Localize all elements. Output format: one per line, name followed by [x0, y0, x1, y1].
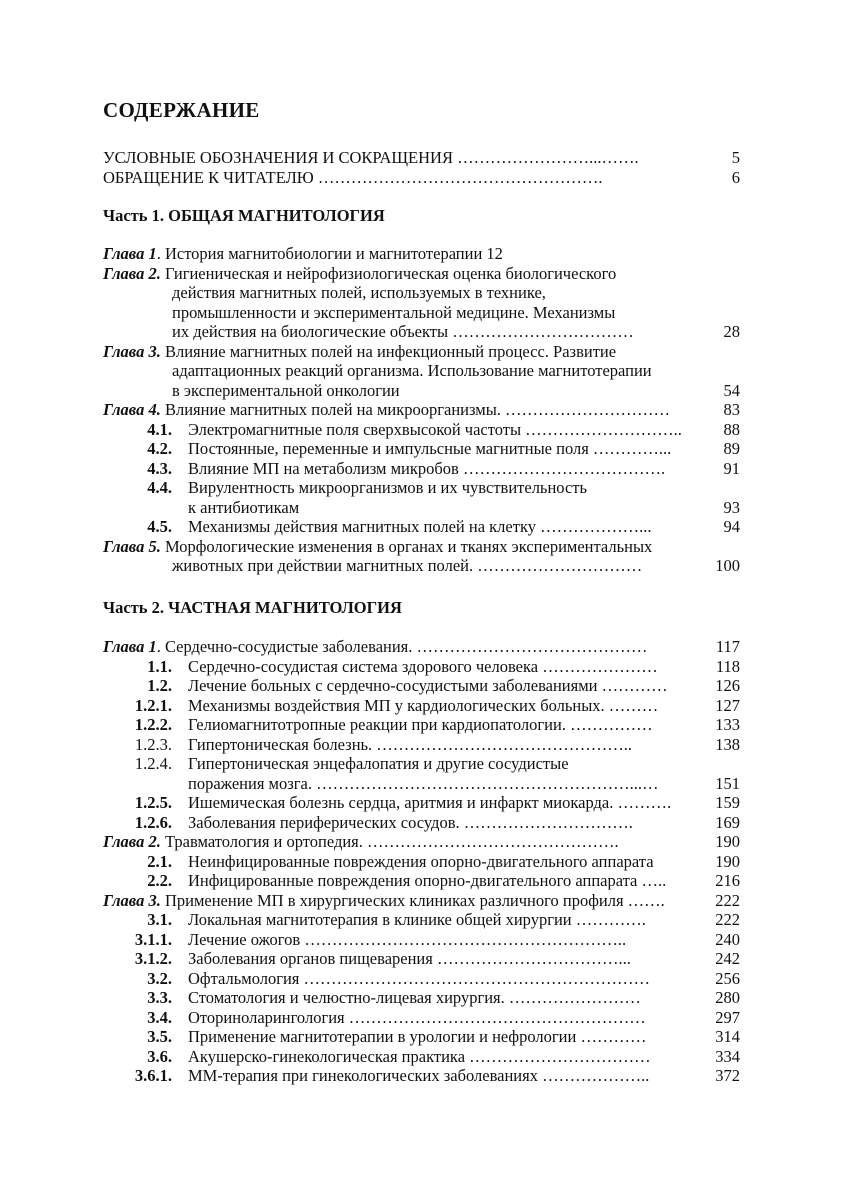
- toc-entry[interactable]: [0, 696, 848, 716]
- entry-title: ММ-терапия при гинекологических заболеваниях ………………..: [188, 1066, 650, 1085]
- page-number: 83: [723, 400, 740, 419]
- toc-entry[interactable]: [0, 1066, 848, 1086]
- toc-entry[interactable]: [0, 498, 848, 518]
- entry-title: Гипертоническая болезнь. ………………………………………..: [188, 734, 633, 754]
- entry-title: УСЛОВНЫЕ ОБОЗНАЧЕНИЯ И СОКРАЩЕНИЯ ……………………...…….: [103, 148, 639, 167]
- entry-title: Гигиеническая и нейрофизиологическая оценка биологического: [160, 263, 617, 283]
- entry-title: животных при действии магнитных полей. …………………………: [172, 556, 643, 575]
- page-title: СОДЕРЖАНИЕ: [103, 98, 260, 122]
- section-number: 1.2.5.: [134, 793, 172, 812]
- toc-entry[interactable]: [0, 381, 848, 401]
- page-number: 242: [715, 949, 740, 968]
- page-number: 222: [715, 890, 740, 910]
- entry-title: Влияние магнитных полей на инфекционный процесс. Развитие: [160, 341, 617, 361]
- entry-title: Вирулентность микроорганизмов и их чувствительность: [188, 478, 587, 497]
- chapter-entry: [103, 637, 648, 657]
- part2-heading: Часть 2. ЧАСТНАЯ МАГНИТОЛОГИЯ: [103, 598, 402, 617]
- chapter-label: Глава 3.: [103, 890, 161, 910]
- page-number: 6: [731, 167, 740, 187]
- section-number: 3.6.1.: [134, 1066, 172, 1085]
- toc-entry[interactable]: [0, 168, 848, 188]
- chapter-entry: [103, 537, 652, 557]
- entry-title: Локальная магнитотерапия в клинике общей хирургии ………….: [188, 910, 646, 929]
- section-number: 1.2.2.: [134, 715, 172, 734]
- toc-entry[interactable]: [0, 676, 848, 696]
- page-number: 88: [723, 419, 740, 439]
- toc-entry[interactable]: [0, 322, 848, 342]
- chapter-label: Глава 4.: [103, 400, 161, 419]
- page-number: 54: [723, 380, 740, 400]
- chapter-label: Глава 5.: [103, 536, 161, 556]
- page-number: 159: [715, 793, 740, 812]
- toc-entry[interactable]: [0, 891, 848, 911]
- page-number: 94: [723, 517, 740, 536]
- entry-title: в экспериментальной онкологии: [172, 380, 400, 400]
- entry-title: ОБРАЩЕНИЕ К ЧИТАТЕЛЮ …………………………………………….: [103, 167, 603, 187]
- toc-entry[interactable]: [0, 988, 848, 1008]
- part1-heading: Часть 1. ОБЩАЯ МАГНИТОЛОГИЯ: [103, 206, 385, 225]
- entry-title: Применение магнитотерапии в урологии и нефрологии …………: [188, 1027, 647, 1046]
- section-number: 2.2.: [147, 871, 172, 890]
- page-number: 118: [715, 656, 740, 676]
- page-number: 334: [715, 1046, 740, 1066]
- page-number: 314: [715, 1027, 740, 1046]
- section-number: 4.5.: [147, 517, 172, 536]
- toc-entry[interactable]: [0, 439, 848, 459]
- toc-entry[interactable]: [0, 459, 848, 479]
- section-number: 1.1.: [147, 656, 172, 676]
- toc-entry[interactable]: [0, 478, 848, 498]
- section-number: 2.1.: [147, 851, 172, 871]
- section-number: 3.2.: [147, 968, 172, 988]
- entry-title: Заболевания периферических сосудов. ………………………….: [188, 812, 633, 832]
- intro-entries: [0, 148, 848, 187]
- page-number: 151: [715, 773, 740, 793]
- entry-title: их действия на биологические объекты ……………………………: [172, 322, 634, 341]
- toc-entry[interactable]: [0, 517, 848, 537]
- section-number: 1.2.4.: [134, 754, 172, 773]
- page-number: 91: [723, 458, 740, 478]
- toc-entry[interactable]: [0, 930, 848, 950]
- entry-title: Влияние МП на метаболизм микробов ……………………………….: [188, 458, 666, 478]
- part2-entries: [0, 637, 848, 1086]
- section-number: 3.1.1.: [134, 929, 172, 949]
- section-number: 3.1.2.: [134, 949, 172, 968]
- entry-title: Лечение больных с сердечно-сосудистыми заболеваниями …………: [188, 676, 668, 695]
- toc-entry[interactable]: [0, 303, 848, 323]
- entry-title: промышленности и экспериментальной медицине. Механизмы: [172, 302, 616, 322]
- toc-entry[interactable]: [0, 813, 848, 833]
- chapter-label: Глава 1: [103, 244, 157, 263]
- section-number: 4.1.: [147, 419, 172, 439]
- section-number: 4.3.: [147, 458, 172, 478]
- entry-title: Постоянные, переменные и импульсные магнитные поля …………...: [188, 439, 672, 458]
- section-number: 4.2.: [147, 439, 172, 458]
- page-number: 100: [715, 556, 740, 575]
- toc-entry[interactable]: [0, 420, 848, 440]
- page-number: 280: [715, 988, 740, 1007]
- entry-title: Неинфицированные повреждения опорно-двигательного аппарата: [188, 851, 654, 871]
- entry-title: действия магнитных полей, используемых в технике,: [172, 283, 546, 302]
- chapter-entry: [103, 891, 665, 911]
- chapter-entry: [103, 342, 616, 362]
- page-number: 138: [715, 734, 740, 754]
- entry-title: . Сердечно-сосудистые заболевания. ……………………………………: [156, 637, 648, 656]
- toc-entry[interactable]: [0, 735, 848, 755]
- page-number: 127: [715, 695, 740, 715]
- entry-title: Электромагнитные поля сверхвысокой частоты ………………………..: [188, 419, 682, 439]
- chapter-label: Глава 3.: [103, 341, 161, 361]
- entry-title: Стоматология и челюстно-лицевая хирургия. ……………………: [188, 988, 641, 1007]
- entry-title: Травматология и ортопедия. ……………………………………….: [160, 832, 619, 851]
- page-number: 222: [715, 910, 740, 929]
- chapter-entry: [103, 400, 670, 420]
- page-number: 5: [731, 148, 740, 167]
- toc-entry[interactable]: [0, 657, 848, 677]
- toc-entry[interactable]: [0, 774, 848, 794]
- page-number: 256: [715, 968, 740, 988]
- toc-entry[interactable]: [0, 342, 848, 362]
- entry-title: Морфологические изменения в органах и тканях экспериментальных: [160, 536, 653, 556]
- page-number: 216: [715, 871, 740, 890]
- entry-title: Влияние магнитных полей на микроорганизмы. …………………………: [160, 400, 671, 419]
- chapter-entry: [103, 832, 619, 852]
- entry-title: Ишемическая болезнь сердца, аритмия и инфаркт миокарда. ……….: [188, 793, 672, 812]
- section-number: 3.6.: [147, 1046, 172, 1066]
- entry-title: Оториноларингология ………………………………………………: [188, 1007, 646, 1027]
- entry-title: Механизмы воздействия МП у кардиологических больных. ………: [188, 695, 659, 715]
- entry-title: к антибиотикам: [188, 497, 300, 517]
- toc-entry[interactable]: [0, 949, 848, 969]
- toc-entry[interactable]: [0, 244, 848, 264]
- toc-entry[interactable]: [0, 754, 848, 774]
- page-number: 240: [715, 929, 740, 949]
- entry-title: адаптационных реакций организма. Использование магнитотерапии: [172, 361, 652, 380]
- entry-title: поражения мозга. …………………………………………………...…: [188, 773, 659, 793]
- page-number: 190: [715, 832, 740, 851]
- chapter-entry: [103, 264, 616, 284]
- toc-entry[interactable]: [0, 852, 848, 872]
- entry-title: Гипертоническая энцефалопатия и другие сосудистые: [188, 754, 569, 773]
- section-number: 3.5.: [147, 1027, 172, 1046]
- toc-entry[interactable]: [0, 264, 848, 284]
- entry-title: Механизмы действия магнитных полей на клетку ………………...: [188, 517, 652, 536]
- chapter-label: Глава 1: [103, 637, 157, 656]
- page-number: 126: [715, 676, 740, 695]
- chapter-label: Глава 2.: [103, 263, 161, 283]
- toc-entry[interactable]: [0, 637, 848, 657]
- toc-entry[interactable]: [0, 1008, 848, 1028]
- toc-entry[interactable]: [0, 361, 848, 381]
- page-number: 297: [715, 1007, 740, 1027]
- toc-entry[interactable]: [0, 910, 848, 930]
- entry-title: Гелиомагнитотропные реакции при кардиопатологии. ……………: [188, 715, 653, 734]
- section-number: 1.2.3.: [134, 734, 172, 754]
- entry-title: Сердечно-сосудистая система здорового человека …………………: [188, 656, 658, 676]
- page-number: 28: [723, 322, 740, 341]
- section-number: 1.2.: [147, 676, 172, 695]
- page-number: 190: [715, 851, 740, 871]
- entry-title: Акушерско-гинекологическая практика ……………………………: [188, 1046, 651, 1066]
- toc-entry[interactable]: [0, 148, 848, 168]
- toc-entry[interactable]: [0, 400, 848, 420]
- section-number: 3.4.: [147, 1007, 172, 1027]
- section-number: 1.2.1.: [134, 695, 172, 715]
- chapter-entry: [103, 244, 503, 264]
- entry-title: Применение МП в хирургических клиниках различного профиля …….: [160, 890, 665, 910]
- entry-title: Заболевания органов пищеварения ……………………………...: [188, 949, 631, 968]
- part1-entries: [0, 244, 848, 576]
- toc-entry[interactable]: [0, 283, 848, 303]
- toc-entry[interactable]: [0, 1047, 848, 1067]
- page-number: 89: [723, 439, 740, 458]
- toc-entry[interactable]: [0, 556, 848, 576]
- page-number: 117: [715, 637, 740, 656]
- toc-entry[interactable]: [0, 793, 848, 813]
- toc-entry[interactable]: [0, 715, 848, 735]
- page-number: 93: [723, 497, 740, 517]
- page-number: 133: [715, 715, 740, 734]
- toc-entry[interactable]: [0, 969, 848, 989]
- entry-title: Лечение ожогов …………………………………………………..: [188, 929, 627, 949]
- toc-entry[interactable]: [0, 537, 848, 557]
- chapter-label: Глава 2.: [103, 832, 161, 851]
- section-number: 3.3.: [147, 988, 172, 1007]
- toc-entry[interactable]: [0, 1027, 848, 1047]
- entry-title: Инфицированные повреждения опорно-двигательного аппарата …..: [188, 871, 667, 890]
- section-number: 3.1.: [147, 910, 172, 929]
- section-number: 1.2.6.: [134, 812, 172, 832]
- entry-title: . История магнитобиологии и магнитотерапии 12: [156, 244, 503, 263]
- section-number: 4.4.: [147, 478, 172, 497]
- toc-entry[interactable]: [0, 871, 848, 891]
- page-number: 372: [715, 1066, 740, 1085]
- toc-entry[interactable]: [0, 832, 848, 852]
- page-number: 169: [715, 812, 740, 832]
- entry-title: Офтальмология ………………………………………………………: [188, 968, 651, 988]
